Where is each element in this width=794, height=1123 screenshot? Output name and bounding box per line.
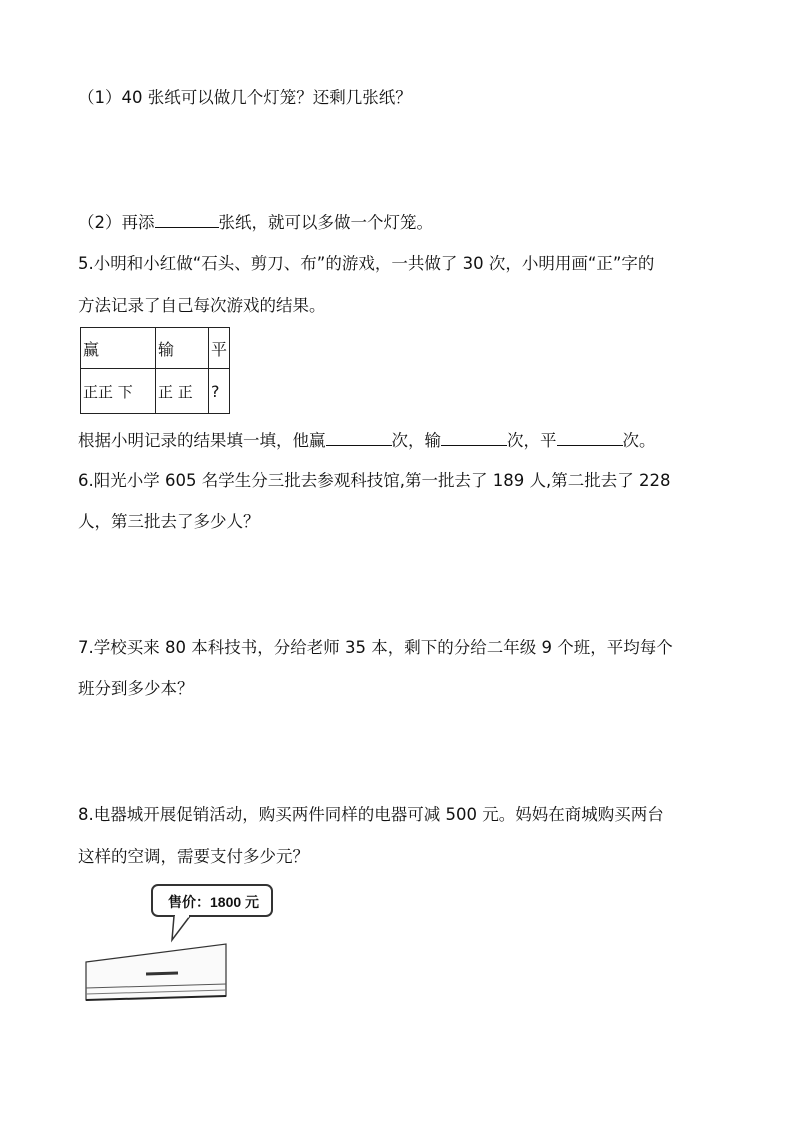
lose-tally: 正 正 xyxy=(156,369,209,414)
win-tally: 正正 下 xyxy=(81,369,156,414)
q5-fill-line xyxy=(78,427,656,453)
q5-fill-after-lose: 次，平 xyxy=(507,431,557,450)
tally-value-row xyxy=(81,369,230,414)
air-conditioner-figure xyxy=(84,880,284,1010)
q4-part2-prefix: （2）再添 xyxy=(78,213,155,232)
header-tie: 平 xyxy=(209,328,230,369)
header-win: 赢 xyxy=(81,328,156,369)
q5-line1: 5.小明和小红做“石头、剪刀、布”的游戏，一共做了 30 次，小明用画“正”字的 xyxy=(78,254,655,273)
q6-line1: 6.阳光小学 605 名学生分三批去参观科技馆,第一批去了 189 人,第二批去了 228 xyxy=(78,471,671,490)
q5-fill-after-tie: 次。 xyxy=(622,431,656,450)
q5-fill-after-win: 次，输 xyxy=(391,431,441,450)
q4-part1: （1）40 张纸可以做几个灯笼？还剩几张纸？ xyxy=(78,88,412,107)
q5-line2: 方法记录了自己每次游戏的结果。 xyxy=(78,296,326,315)
header-lose: 输 xyxy=(156,328,209,369)
tie-count-blank[interactable] xyxy=(557,427,623,446)
q7-line1: 7.学校买来 80 本科技书，分给老师 35 本，剩下的分给二年级 9 个班，平均每个 xyxy=(78,638,673,657)
q7-line2: 班分到多少本？ xyxy=(78,679,194,698)
win-count-blank[interactable] xyxy=(326,427,392,446)
q8-line2: 这样的空调，需要支付多少元？ xyxy=(78,847,309,866)
lose-count-blank[interactable] xyxy=(441,427,507,446)
tie-tally: ? xyxy=(209,369,230,414)
q8-line1: 8.电器城开展促销活动，购买两件同样的电器可减 500 元。妈妈在商城购买两台 xyxy=(78,805,664,824)
q4-part2-suffix: 张纸，就可以多做一个灯笼。 xyxy=(218,213,433,232)
tally-header-row xyxy=(81,328,230,369)
q5-fill-prefix: 根据小明记录的结果填一填，他赢 xyxy=(78,431,326,450)
q6-line2: 人，第三批去了多少人？ xyxy=(78,512,260,531)
tally-table xyxy=(80,327,230,414)
q4-part2 xyxy=(78,209,433,235)
price-tag: 售价：1800 元 xyxy=(168,894,260,910)
q4-answer-blank[interactable] xyxy=(155,209,219,228)
